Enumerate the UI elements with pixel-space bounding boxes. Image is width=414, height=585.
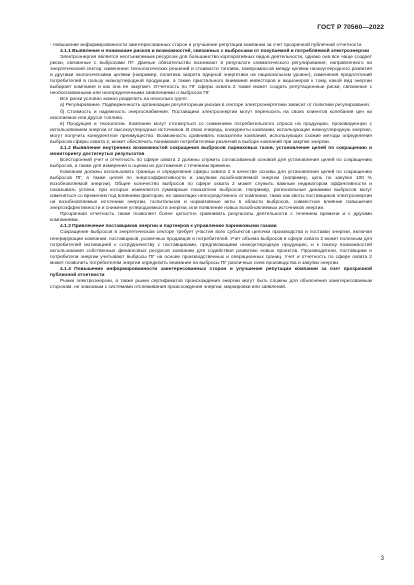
document-code: ГОСТ Р 70560—2022 — [317, 24, 384, 31]
paragraph: Электроэнергия является неотъемлемым ресурсом для большинства корпоративных видов деятельности, однако она все чаще создает риски, связанные с выбросами ПГ. Данные обязательство возникают в результате климатического регулирования, направленного на энергетический сектор, изменения технологических решений и стоимости топлива, компромиссов между целями низкоуглеродного развития и другими экологическими целями (например, политика запрета ядерной энергетики на национальном уровне), изменения предпочтений потребителей в пользу низкоуглеродной продукции, а также пристального внимания инвесторов и акционеров к тому, какой вид энергии выбирает компания и как она ее закупает. Отчетность по ПГ сферы охвата 2 также может создать репутационные риски, связанные с необоснованными или неопределенными заявлениями о выбросах ПГ. — [50, 55, 372, 97]
list-item-a: а) Регулирование. Подверженность организации регуляторным рискам в секторе электроэнергетики зависит от политики регулирования. — [60, 103, 371, 109]
paragraph: Прозрачная отчетность также позволяет более целостно сравнивать результаты деятельности с течением времени и с другими компаниями. — [50, 212, 372, 224]
page-number: 3 — [380, 556, 384, 562]
section-heading-4-1-2: 4.1.2 Выявление внутренних возможностей сокращения выбросов парниковых газов, установление целей по сокращению и мониторингу достигнутых результатов — [50, 145, 372, 157]
paragraph: - повышение информированности заинтересованных сторон и улучшение репутации компании за счет прозрачной публичной отчетности. — [50, 43, 363, 48]
section-heading-4-1-4: 4.1.4 Повышение информированности заинтересованных сторон и улучшение репутации компании за счет прозрачной публичной отчетности — [50, 266, 372, 278]
section-heading-4-1-1: 4.1.1 Выявление и понимание рисков и возможностей, связанных с выбросами от покупаемой и потребляемой электроэнергии — [60, 49, 370, 55]
document-body — [50, 43, 372, 291]
list-item-c: в) Продукция и технологии. Компании могут столкнуться со снижением потребительского спроса на продукцию, произведенную с использованием энергии от высокоуглеродных источников. В свою очередь, конкуренты компании, использующие низкоуглеродную энергию, могут получить конкурентное преимущество. Возможность сравнивать показатели компаний, использующих схожие методы определения выбросов сферы охвата 2, может обеспечить понимание потребителями различий в выборе компаний при закупке энергии. — [50, 121, 372, 145]
paragraph: Компании должны использовать границы и определения сферы охвата 2 в качестве основы для установления целей по сокращению выбросов ПГ, а также целей по энергоэффективности и закупкам возобновляемой энергии (например, цель по закупке 100 % возобновляемой энергии). Общее количество выбросов по сфере охвата 2 может служить важным индикатором эффективности и показывать успехи, при которых изменяются суммарные показатели выбросов. Например, региональные динамики выбросов могут изменяться со временем под влиянием факторов, не зависящих непосредственно от компании, таких как квоты поставщиков электроэнергии на возобновляемые источники энергии, госпитальная и нормативные акты в области выбросов, совместное влияние повышения энергоэффективности и снижения углеродоемкости энергии, или появление новых возобновляемых источников энергии. — [50, 169, 372, 212]
list-item-b: б) Стоимость и надежность энергоснабжения. Поставщики электроэнергии могут переносить на своих клиентов колебания цен на ископаемое или другое топливо. — [50, 109, 372, 121]
paragraph: Сокращение выбросов в энергетическом секторе требует участия всех субъектов цепочки производства и поставки энергии, включая генерирующие компании, поставщиков, розничных продавцов и потребителей. Учет объема выбросов в сфере охвата 2 может полезным для потребителей мотивацией к сотрудничеству с поставщиками, предлагающими низкоуглеродную продукцию, и к поиску возможностей использования собственных финансовых ресурсов компании для содействия развитию новых проектов. Производители, поставщики и потребители энергии учитывают выбросы ПГ на основе производственных и операционных границ. Учет и отчетность по сфере охвата 2 может позволить потребителям энергии определить внимание на выбросы ПГ различных схем производства и закупки энергии. — [50, 230, 372, 266]
paragraph: Всесторонний учет и отчетность по сфере охвата 2 должны служить согласованной основой для установления целей по сокращению выбросов, а также для измерения и оценки их достижения с течением времени. — [50, 157, 372, 169]
section-heading-4-1-3: 4.1.3 Привлечение поставщиков энергии и партнеров к управлению парниковыми газами — [60, 224, 277, 230]
paragraph: Рынки электроэнергии, а также рынки сертификатов происхождения энергии могут быть сложны для объяснения заинтересованным сторонам, не знакомым с системами отслеживания происхождения энергии, маркировки или заявлений. — [50, 278, 372, 290]
paragraph: Все риски условно можно разделить на несколько групп. — [60, 97, 188, 103]
